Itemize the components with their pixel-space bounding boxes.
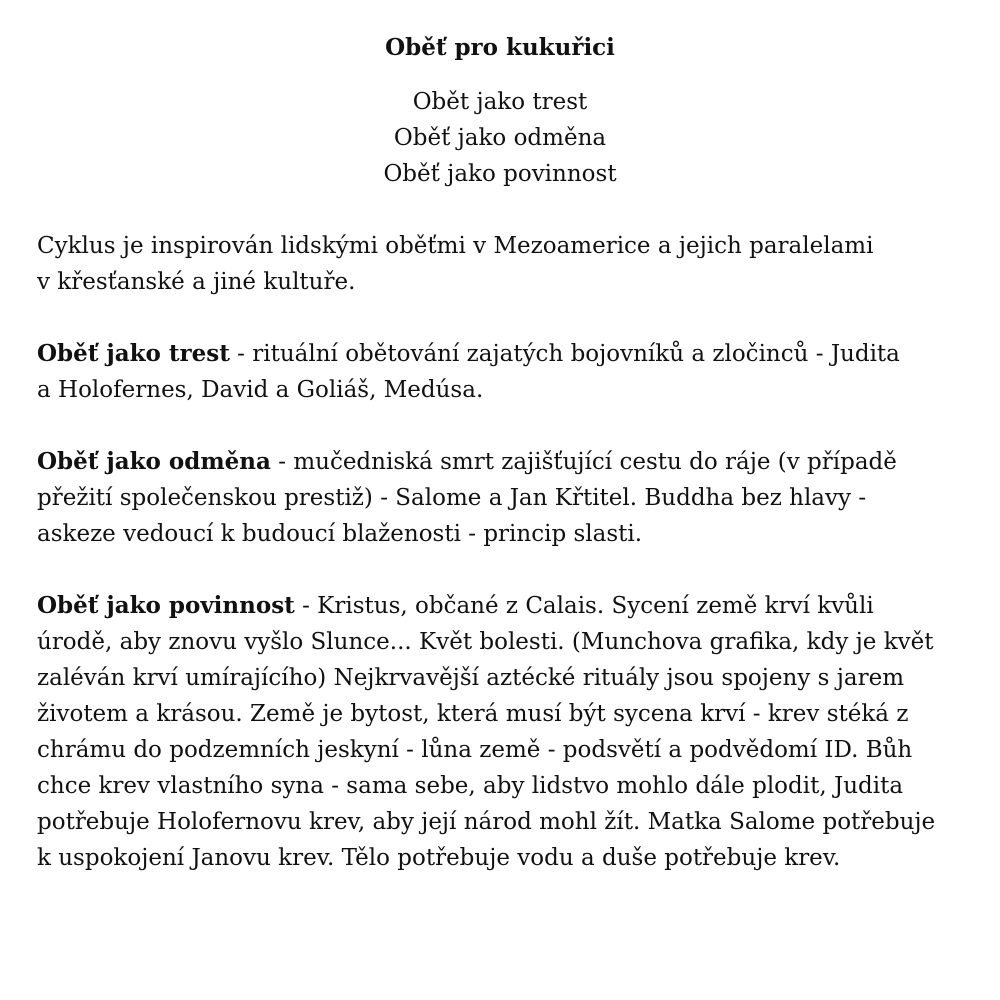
subtitle-punishment: Obět jako trest: [412, 89, 588, 115]
section-text-reward: - mučedniská smrt zajišťující cestu do ráje (v případě přežití společenskou prestiž) - Salome a Jan Křtitel. Buddha bez hlavy - askeze vedoucí k budoucí blaženosti - princip slasti.: [37, 449, 897, 547]
subtitle-duty: Oběť jako povinnost: [383, 161, 617, 187]
section-text-punishment: - rituální obětování zajatých bojovníků a zločinců - Judita a Holofernes, David a Goliáš, Medúsa.: [37, 341, 900, 403]
section-heading-punishment: Oběť jako trest: [37, 340, 230, 367]
subtitle-reward: Oběť jako odměna: [393, 125, 607, 151]
document-title: Oběť pro kukuřici: [385, 34, 615, 61]
section-reward: [37, 444, 967, 552]
section-heading-duty: Oběť jako povinnost: [37, 592, 295, 619]
section-text-duty: - Kristus, občané z Calais. Sycení země krví kvůli úrodě, aby znovu vyšlo Slunce... Květ bolesti. (Munchova grafika, kdy je květ zaléván krví umírajícího) Nejkrvavější aztécké rituály jsou spojeny s jarem životem a krásou. Země je bytost, která musí být sycena krví - krev stéká z chrámu do podzemních jeskyní - lůna země - podsvětí a podvědomí ID. Bůh chce krev vlastního syna - sama sebe, aby lidstvo mohlo dále plodit, Judita potřebuje Holofernovu krev, aby její národ mohl žít. Matka Salome potřebuje k uspokojení Janovu krev. Tělo potřebuje vodu a duše potřebuje krev.: [37, 593, 936, 871]
section-punishment: [37, 336, 967, 408]
document-page: [37, 30, 967, 876]
subtitle-list: [0, 84, 1000, 192]
section-heading-reward: Oběť jako odměna: [37, 448, 271, 475]
intro-paragraph: Cyklus je inspirován lidskými oběťmi v Mezoamerice a jejich paralelami v křesťanské a jiné kultuře.: [37, 233, 874, 295]
section-duty: [37, 588, 967, 876]
